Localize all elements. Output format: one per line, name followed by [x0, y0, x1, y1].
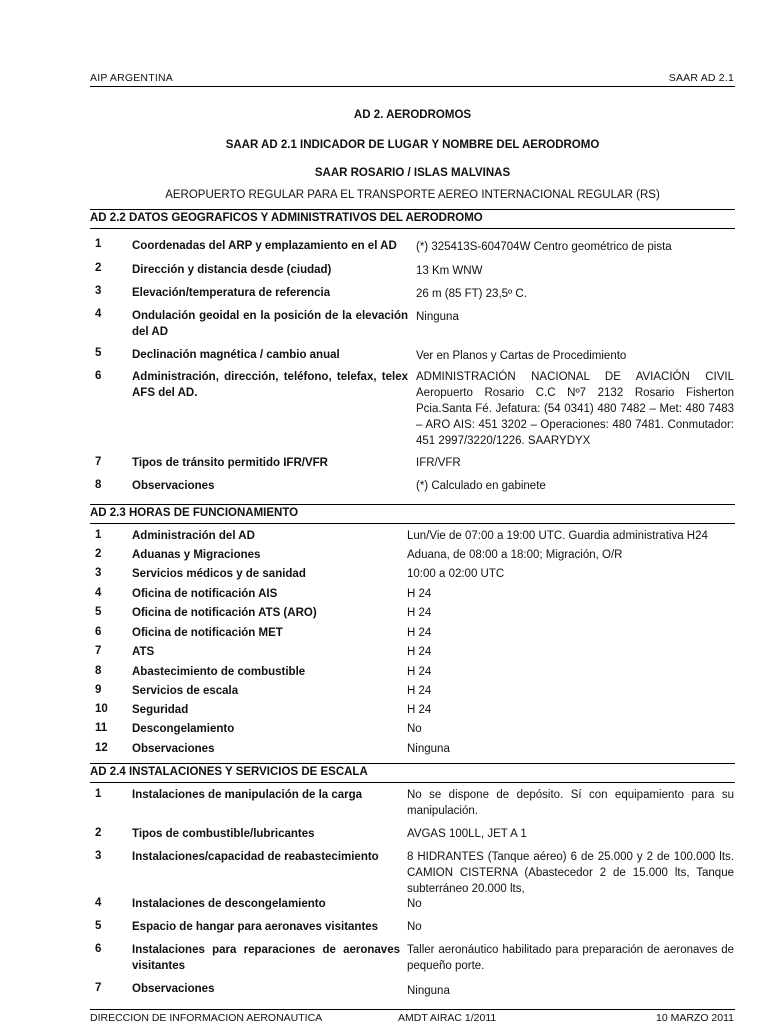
section-rule: [90, 782, 735, 783]
row-label: Tipos de tránsito permitido IFR/VFR: [132, 457, 328, 469]
row-label: Administración del AD: [132, 530, 255, 542]
header-right: SAAR AD 2.1: [668, 72, 734, 84]
row-value: No: [407, 723, 422, 735]
title-saar-ad21: SAAR AD 2.1 INDICADOR DE LUGAR Y NOMBRE DEL AERODROMO: [225, 139, 600, 151]
row-value: Ninguna: [407, 985, 450, 997]
section-rule: [90, 504, 735, 505]
row-value: Ver en Planos y Cartas de Procedimiento: [416, 350, 627, 362]
footer-left: DIRECCION DE INFORMACION AERONAUTICA: [90, 1012, 323, 1024]
row-value: (*) Calculado en gabinete: [416, 480, 546, 492]
row-label: Observaciones: [132, 480, 215, 492]
row-label: Dirección y distancia desde (ciudad): [132, 264, 332, 276]
header-rule: [90, 86, 735, 87]
row-label: Servicios de escala: [132, 685, 239, 697]
row-value: H 24: [407, 666, 432, 678]
row-label: Declinación magnética / cambio anual: [132, 349, 340, 361]
row-label: Instalaciones de manipulación de la carga: [132, 789, 363, 801]
row-value: (*) 325413S-604704W Centro geométrico de pista: [416, 241, 672, 253]
row-label: Observaciones: [132, 983, 215, 995]
row-number: 4: [95, 308, 102, 320]
row-value: Taller aeronáutico habilitado para preparación de aeronaves de pequeño porte.: [407, 944, 734, 972]
row-number: 9: [95, 684, 102, 696]
row-number: 12: [95, 742, 108, 754]
row-number: 3: [95, 285, 102, 297]
row-label: Descongelamiento: [132, 723, 235, 735]
row-number: 11: [95, 722, 108, 734]
section-rule: [90, 209, 735, 210]
row-number: 2: [95, 262, 102, 274]
footer-center: AMDT AIRAC 1/2011: [398, 1012, 497, 1024]
section-rule: [90, 763, 735, 764]
row-value: H 24: [407, 588, 432, 600]
row-label: Observaciones: [132, 743, 215, 755]
row-value: H 24: [407, 685, 432, 697]
row-number: 5: [95, 347, 102, 359]
row-value: 10:00 a 02:00 UTC: [407, 568, 505, 580]
row-number: 3: [95, 567, 102, 579]
section-heading-ad22: AD 2.2 DATOS GEOGRAFICOS Y ADMINISTRATIVOS DEL AERODROMO: [90, 212, 483, 224]
row-number: 6: [95, 370, 102, 382]
row-label: Elevación/temperatura de referencia: [132, 287, 331, 299]
row-label: Oficina de notificación ATS (ARO): [132, 607, 317, 619]
row-number: 6: [95, 626, 102, 638]
row-value: Lun/Vie de 07:00 a 19:00 UTC. Guardia administrativa H24: [407, 530, 708, 542]
row-value: Aduana, de 08:00 a 18:00; Migración, O/R: [407, 549, 623, 561]
row-label: Coordenadas del ARP y emplazamiento en el AD: [132, 240, 397, 252]
title-aerodrome-name: SAAR ROSARIO / ISLAS MALVINAS: [314, 167, 511, 179]
row-value: H 24: [407, 704, 432, 716]
row-number: 7: [95, 645, 102, 657]
row-label: Administración, dirección, teléfono, telefax, telex AFS del AD.: [132, 371, 408, 399]
row-number: 1: [95, 238, 102, 250]
row-value: No: [407, 898, 422, 910]
row-value: Ninguna: [407, 743, 450, 755]
row-label: Instalaciones de descongelamiento: [132, 898, 326, 910]
footer-rule: [90, 1009, 735, 1010]
row-number: 5: [95, 606, 102, 618]
row-number: 7: [95, 982, 102, 994]
row-number: 8: [95, 665, 102, 677]
section-rule: [90, 523, 735, 524]
row-number: 8: [95, 479, 102, 491]
row-number: 2: [95, 827, 102, 839]
row-number: 4: [95, 587, 102, 599]
row-value: IFR/VFR: [416, 457, 461, 469]
footer-right: 10 MARZO 2011: [655, 1012, 734, 1024]
row-value: H 24: [407, 627, 432, 639]
row-number: 2: [95, 548, 102, 560]
section-rule: [90, 228, 735, 229]
row-label: Aduanas y Migraciones: [132, 549, 261, 561]
section-heading-ad23: AD 2.3 HORAS DE FUNCIONAMIENTO: [90, 507, 299, 519]
row-label: Abastecimiento de combustible: [132, 666, 306, 678]
row-value: 26 m (85 FT) 23,5º C.: [416, 288, 527, 300]
row-label: Instalaciones para reparaciones de aeronaves visitantes: [132, 944, 400, 972]
title-aerodrome-type: AEROPUERTO REGULAR PARA EL TRANSPORTE AEREO INTERNACIONAL REGULAR (RS): [165, 189, 660, 201]
row-number: 7: [95, 456, 102, 468]
row-number: 3: [95, 850, 102, 862]
row-label: Ondulación geoidal en la posición de la elevación del AD: [132, 310, 408, 338]
row-number: 1: [95, 529, 102, 541]
row-number: 6: [95, 943, 102, 955]
row-number: 4: [95, 897, 102, 909]
row-value: 13 Km WNW: [416, 265, 483, 277]
header-left: AIP ARGENTINA: [90, 72, 173, 84]
row-label: Seguridad: [132, 704, 189, 716]
row-label: Tipos de combustible/lubricantes: [132, 828, 315, 840]
row-value: H 24: [407, 646, 432, 658]
row-value: ADMINISTRACIÓN NACIONAL DE AVIACIÓN CIVIL Aeropuerto Rosario C.C Nº7 2132 Rosario Fisherton Pcia.Santa Fé. Jefatura: (54 0341) 480 7482 – Met: 480 7483 – ARO AIS: 451 3202 – Operaciones: 480 7481. Conmutador: 451 2997/3220/1226. SAARYDYX: [416, 371, 734, 447]
row-number: 1: [95, 788, 102, 800]
row-label: Espacio de hangar para aeronaves visitantes: [132, 921, 379, 933]
row-label: Oficina de notificación MET: [132, 627, 283, 639]
row-value: H 24: [407, 607, 432, 619]
row-number: 5: [95, 920, 102, 932]
row-label: ATS: [132, 646, 155, 658]
section-heading-ad24: AD 2.4 INSTALACIONES Y SERVICIOS DE ESCALA: [90, 766, 368, 778]
row-label: Servicios médicos y de sanidad: [132, 568, 306, 580]
row-value: No: [407, 921, 422, 933]
row-label: Instalaciones/capacidad de reabastecimiento: [132, 851, 379, 863]
row-value: Ninguna: [416, 311, 459, 323]
row-number: 10: [95, 703, 108, 715]
row-label: Oficina de notificación AIS: [132, 588, 278, 600]
row-value: 8 HIDRANTES (Tanque aéreo) 6 de 25.000 y 2 de 100.000 lts. CAMION CISTERNA (Abastecedor 2 de 15.000 lts, Tanque subterráneo 20.000 lts,: [407, 851, 734, 895]
row-value: AVGAS 100LL, JET A 1: [407, 828, 527, 840]
title-ad2: AD 2. AERODROMOS: [353, 109, 472, 121]
row-value: No se dispone de depósito. Sí con equipamiento para su manipulación.: [407, 789, 734, 817]
